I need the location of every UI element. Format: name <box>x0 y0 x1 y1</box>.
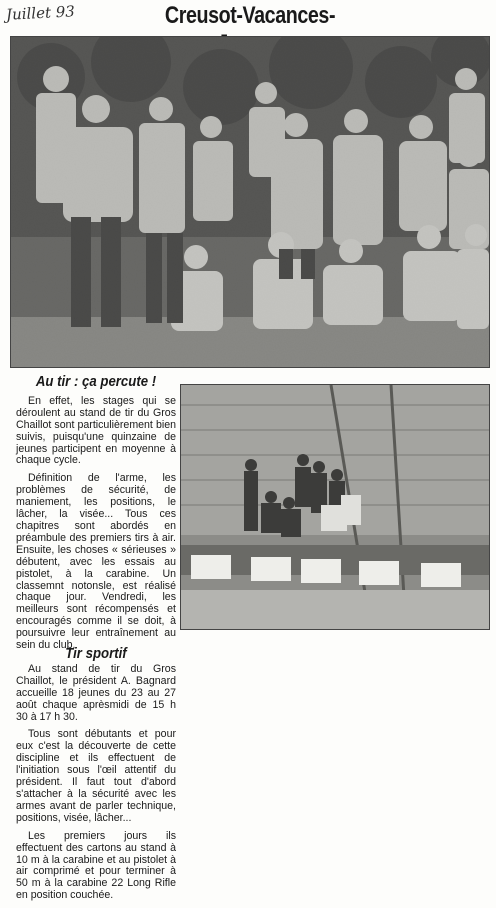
section-heading: Au tir : ça percute ! <box>35 373 157 390</box>
shooting-range-photo <box>180 384 490 630</box>
paragraph: Les premiers jours ils effectuent des cartons au stand à 10 m à la carabine et au pistolet à air comprimé et pour terminer à 50 m à la carabine 22 Long Rifle en position couchée. <box>16 829 176 902</box>
paragraph: En effet, les stages qui se déroulent au stand de tir du Gros Chaillot sont particulièrement bien suivis, puisqu'une quinzaine de jeunes participent en moyenne à chaque cycle. <box>16 394 176 467</box>
section-heading: Tir sportif <box>65 645 127 662</box>
section-tir-sportif <box>16 645 176 908</box>
paragraph: Définition de l'arme, les problèmes de sécurité, de maniement, les positions, le lâcher, la visée... Tous ces chapitres sont abordés en préambule des premiers tirs à air. Ensuite, les choses « sérieuses » débutent, avec les essais au pistolet, à la carabine. Un classemnt notonsle, est réalisé chaque jour. Vendredi, les meilleurs sont récompensés et encouragés comme il se doit, à poursuivre leur entraînement au sein du club. <box>16 472 176 652</box>
handwritten-date-note: Juillet 93 <box>5 2 76 24</box>
group-photo-image <box>11 37 489 367</box>
shooting-range-image <box>181 385 489 629</box>
section-au-tir <box>16 373 176 662</box>
article-title: Creusot-Vacances- <box>164 2 336 29</box>
group-photo <box>10 36 490 368</box>
paragraph: Au stand de tir du Gros Chaillot, le président A. Bagnard accueille 18 jeunes du 23 au 27 août chaque aprèsmidi de 15 h 30 à 17 h 30. <box>16 662 176 723</box>
paragraph: Tous sont débutants et pour eux c'est la découverte de cette discipline et ils effectuent de l'initiation sous l'œil attentif du président. Il faut tout d'abord s'attacher à la sécurité avec les armes avant de parler technique, positions, visée, lâcher... <box>16 728 176 824</box>
